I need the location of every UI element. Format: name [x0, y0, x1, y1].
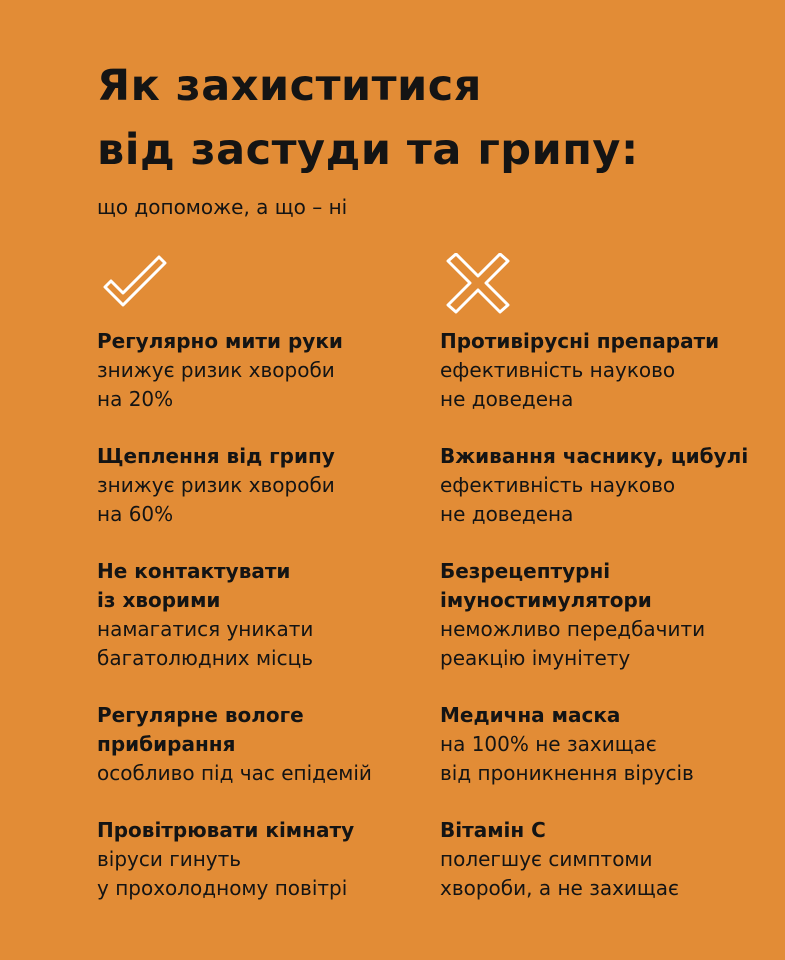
item-heading-line: Вживання часнику, цибулі — [440, 444, 749, 468]
item-description — [97, 615, 372, 673]
item-heading — [97, 701, 372, 759]
item-description-line: віруси гинуть — [97, 847, 242, 871]
item-heading-line: Провітрювати кімнату — [97, 818, 355, 842]
item-description-line: на 100% не захищає — [440, 732, 657, 756]
subtitle: що допоможе, а що – ні — [97, 195, 348, 219]
item-description-line: полегшує симптоми — [440, 847, 653, 871]
item-description-line: багатолюдних місць — [97, 646, 313, 670]
item-heading-line: імуностимулятори — [440, 588, 652, 612]
item-description — [97, 471, 372, 529]
item-description — [97, 759, 372, 788]
item-description — [440, 356, 748, 414]
item-heading — [97, 442, 372, 471]
helpful-list — [97, 327, 372, 903]
item-heading-line: Щеплення від грипу — [97, 444, 335, 468]
item-heading-line: Медична маска — [440, 703, 621, 727]
item-heading-line: із хворими — [97, 588, 221, 612]
list-item — [440, 701, 748, 788]
item-description — [440, 471, 748, 529]
item-description — [440, 845, 748, 903]
item-description-line: особливо під час епідемій — [97, 761, 372, 785]
list-item — [440, 327, 748, 414]
item-description-line: знижує ризик хвороби — [97, 358, 335, 382]
page-title — [97, 54, 639, 182]
item-heading — [97, 816, 372, 845]
item-description-line: у прохолодному повітрі — [97, 876, 348, 900]
item-description-line: на 60% — [97, 502, 174, 526]
checkmark-icon — [97, 253, 173, 317]
item-heading — [440, 327, 748, 356]
list-item — [97, 701, 372, 788]
item-heading — [97, 557, 372, 615]
helpful-column — [97, 253, 372, 931]
item-description-line: не доведена — [440, 387, 574, 411]
item-description-line: реакцію імунітету — [440, 646, 631, 670]
item-description — [97, 356, 372, 414]
item-description-line: від проникнення вірусів — [440, 761, 694, 785]
unhelpful-column — [440, 253, 748, 931]
item-heading-line: прибирання — [97, 732, 236, 756]
item-description — [440, 615, 748, 673]
item-description-line: неможливо передбачити — [440, 617, 706, 641]
list-item — [97, 442, 372, 529]
item-heading-line: Регулярно мити руки — [97, 329, 343, 353]
list-item — [97, 557, 372, 673]
item-heading — [440, 442, 748, 471]
list-item — [97, 327, 372, 414]
list-item — [440, 816, 748, 903]
list-item — [440, 442, 748, 529]
title-line-1: Як захиститися — [97, 61, 482, 111]
item-heading — [440, 701, 748, 730]
item-description-line: хвороби, а не захищає — [440, 876, 679, 900]
item-description — [97, 845, 372, 903]
item-description-line: не доведена — [440, 502, 574, 526]
title-line-2: від застуди та грипу: — [97, 125, 639, 175]
item-description-line: ефективність науково — [440, 358, 676, 382]
list-item — [97, 816, 372, 903]
item-heading — [440, 816, 748, 845]
item-heading-line: Вітамін С — [440, 818, 546, 842]
item-heading-line: Противірусні препарати — [440, 329, 720, 353]
item-description — [440, 730, 748, 788]
list-item — [440, 557, 748, 673]
item-description-line: намагатися уникати — [97, 617, 314, 641]
item-description-line: знижує ризик хвороби — [97, 473, 335, 497]
item-heading — [440, 557, 748, 615]
item-heading-line: Не контактувати — [97, 559, 291, 583]
unhelpful-list — [440, 327, 748, 903]
cross-icon — [440, 253, 516, 317]
item-description-line: на 20% — [97, 387, 174, 411]
item-heading-line: Безрецептурні — [440, 559, 611, 583]
item-heading — [97, 327, 372, 356]
item-description-line: ефективність науково — [440, 473, 676, 497]
item-heading-line: Регулярне вологе — [97, 703, 304, 727]
